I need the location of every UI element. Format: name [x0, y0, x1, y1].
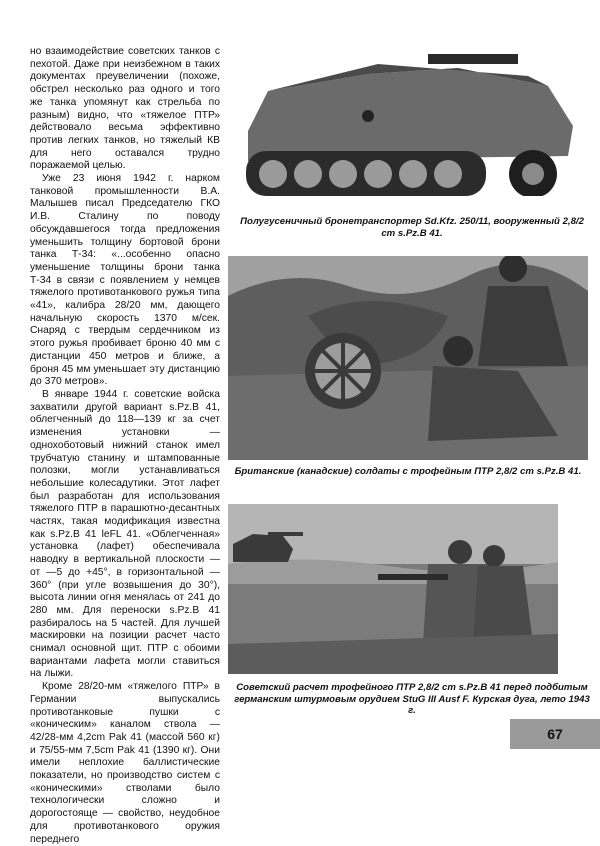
- photo3-caption: Советский расчет трофейного ПТР 2,8/2 cm s.Pz.B 41 перед подбитым германским штурмовым орудием StuG III Ausf F. Курская дуга, лето 1943 г.: [234, 682, 590, 716]
- photo-soldiers-ptr: [228, 256, 588, 460]
- paragraph: В январе 1944 г. советские войска захватили другой вариант s.Pz.B 41, облегченный до 118—139 кг за счет изменения установки — однохоботовый нижний станок имел трубчатую станину и штампованные полозки, могли устанавливаться небольшие колесадутики. Этот лафет был разработан для использования тяжелого ПТР в парашютно-десантных частях, такая модификация известна как s.Pz.B 41 leFL 41. «Облегченная» установка (лафет) обеспечивала наводку в вертикальной плоскости — от —5 до +45°, в горизонтальной — 360° (при угле возвышения до 30°), высота линии огня менялась от 241 до 280 мм. Для переноски s.Pz.B 41 разбиралось на 5 частей. Для лучшей маскировки на позиции расчет часто снимал основной щит. ПТР с обоими вариантами лафета могли ставиться на лыжи.: [30, 388, 220, 680]
- photo-soviet-crew: [228, 504, 558, 674]
- photo2-caption: Британские (канадские) солдаты с трофейным ПТР 2,8/2 cm s.Pz.B 41.: [234, 466, 582, 477]
- photo1-caption: Полугусеничный бронетранспортер Sd.Kfz. 250/11, вооруженный 2,8/2 cm s.Pz.B 41.: [240, 216, 584, 239]
- photo-halftrack: [228, 46, 588, 214]
- body-text-column: [30, 46, 220, 846]
- paragraph: Кроме 28/20-мм «тяжелого ПТР» в Германии выпускались противотанковые пушки с «коническим» каналом ствола — 42/28-мм 4,2cm Pak 41 (массой 560 кг) и 75/55-мм 7,5cm Pak 41 (1390 кг). Они имели неплохие баллистические показатели, но производство систем с «коническими» стволами было технологически сложно и дорогостояще — свойство, неудобное для противотанкового оружия переднего: [30, 681, 220, 845]
- page-number: 67: [510, 719, 600, 749]
- paragraph: Уже 23 июня 1942 г. нарком танковой промышленности В.А. Малышев писал Председателю ГКО И.В. Сталину по поводу обсуждавшегося тогда предложения уменьшить толщину бортовой брони танка Т-34: «...особенно опасно уменьшение толщины брони танка Т-34 в связи с появлением у немцев тяжелого противотанкового ружья типа «41», калибра 28/20 мм, дающего начальную скорость 1370 м/сек. Снаряд с твердым сердечником из этого ружья пробивает броню 40 мм с дистанции 450 метров и ближе, а броня 45 мм уменьшает эту дистанцию до 370 метров».: [30, 173, 220, 388]
- paragraph: но взаимодействие советских танков с пехотой. Даже при неизбежном в таких документах преувеличении (похоже, обстрел несколько раз одного и того же танка упомянут как стрельба по разным) видно, что «тяжелое ПТР» действовало весьма эффективно против легких танков, но тяжелый КВ для него оставался трудно поражаемой целью.: [30, 46, 220, 172]
